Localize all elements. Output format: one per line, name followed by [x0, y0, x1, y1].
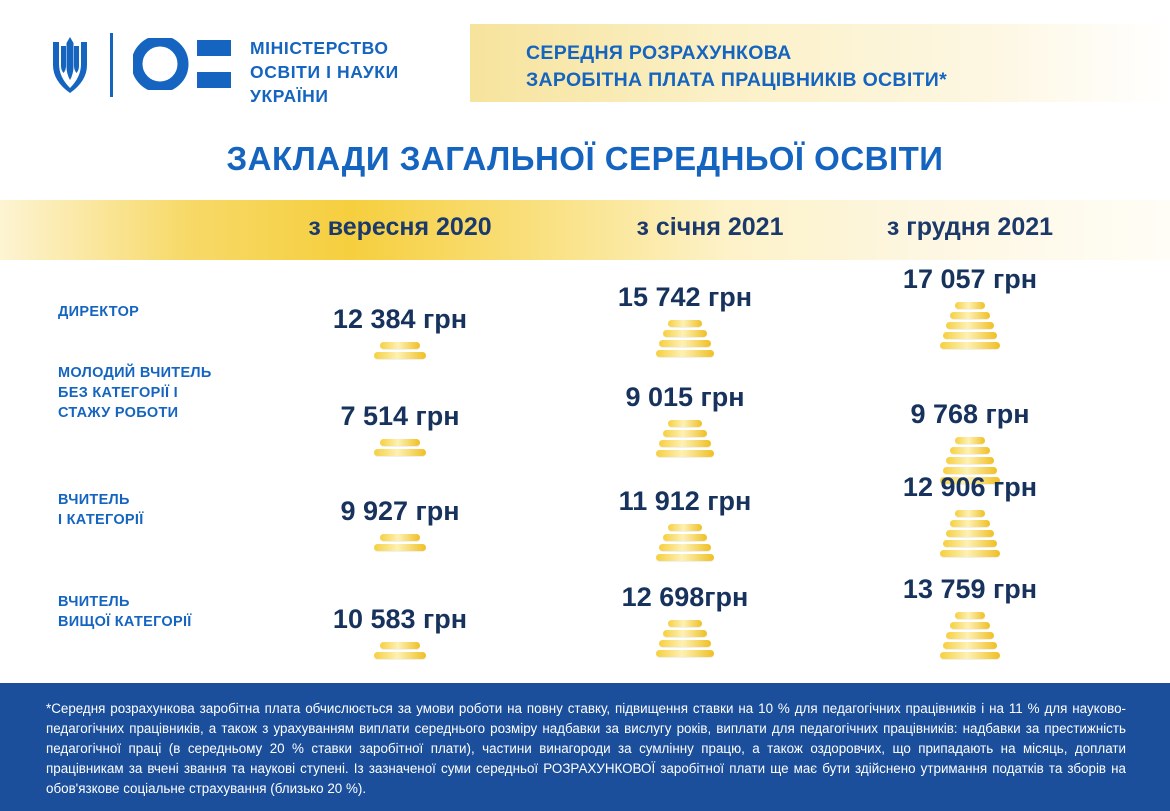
row-label-line: ВЧИТЕЛЬ: [58, 594, 130, 610]
ministry-name-line-2: ОСВІТИ І НАУКИ: [250, 62, 399, 82]
column-header-sep-2020: з вересня 2020: [308, 213, 492, 241]
header: [0, 0, 1170, 126]
value-cell: [810, 472, 1130, 557]
coin-stack-icon: [240, 642, 560, 659]
coin-stack-icon: [810, 612, 1130, 659]
value-cell: [240, 304, 560, 359]
coin-stack-icon: [525, 320, 845, 357]
value-cell: [525, 382, 845, 457]
value-text: 12 698грн: [621, 582, 749, 612]
row-label-line: СТАЖУ РОБОТИ: [58, 405, 179, 421]
page-title: ЗАКЛАДИ ЗАГАЛЬНОЇ СЕРЕДНЬОЇ ОСВІТИ: [226, 140, 944, 177]
column-header-jan-2021: з січня 2021: [636, 213, 784, 241]
value-text: 15 742 грн: [617, 282, 753, 312]
coin-stack-icon: [240, 439, 560, 456]
header-subtitle-line-2: ЗАРОБІТНА ПЛАТА ПРАЦІВНИКІВ ОСВІТИ*: [526, 69, 947, 91]
row-label-line: І КАТЕГОРІЇ: [58, 512, 144, 528]
value-cell: [810, 574, 1130, 659]
value-cell: [525, 282, 845, 357]
value-text: 17 057 грн: [902, 264, 1038, 294]
coin-stack-icon: [240, 534, 560, 551]
coin-stack-icon: [525, 524, 845, 561]
mon-logo-icon: [133, 38, 237, 90]
value-cell: [240, 496, 560, 551]
header-subtitle: [526, 40, 1166, 94]
row-label-line: ВЧИТЕЛЬ: [58, 492, 130, 508]
ministry-name-line-1: МІНІСТЕРСТВО: [250, 38, 389, 58]
table-row: [0, 458, 1170, 558]
value-text: 7 514 грн: [340, 401, 460, 431]
footnote-panel: [0, 683, 1170, 811]
chart-rows: [0, 262, 1170, 672]
row-label-line: БЕЗ КАТЕГОРІЇ І: [58, 385, 178, 401]
coin-stack-icon: [525, 420, 845, 457]
ministry-name-line-3: УКРАЇНИ: [250, 86, 329, 106]
value-text: 12 384 грн: [332, 304, 468, 334]
value-text: 11 912 грн: [618, 486, 752, 516]
value-text: 12 906 грн: [902, 472, 1038, 502]
footnote-text: *Середня розрахункова заробітна плата обчислюється за умови роботи на повну ставку, підвищення ставки на 10 % для педагогічних працівників і на 11 % для науково-педагогічних працівників, а також з урахуванням виплати середнього розміру надбавки за вислугу років, виплати для педагогічних працівників: надбавки за престижність педагогічної праці (в середньому 20 % ставки заробітної плати), частини винагороди за сумлінну працю, а також оздоровчих, що припадають на місяць, доплати працівникам за вчені звання та наукові ступені. Із зазначеної суми середньої РОЗРАХУНКОВОЇ заробітної плати ще має бути здійснено утримання податків та зборів на обов'язкове соціальне страхування (близько 20 %).: [46, 701, 1126, 796]
coin-stack-icon: [810, 302, 1130, 349]
table-row: [0, 558, 1170, 668]
value-text: 10 583 грн: [332, 604, 468, 634]
table-row: [0, 262, 1170, 358]
value-cell: [810, 264, 1130, 349]
value-cell: [240, 604, 560, 659]
value-text: 13 759 грн: [902, 574, 1038, 604]
ukraine-trident-icon: [48, 36, 92, 94]
coin-stack-icon: [240, 342, 560, 359]
coin-stack-icon: [810, 510, 1130, 557]
value-cell: [240, 401, 560, 456]
logo-divider: [110, 33, 113, 97]
row-label-line: ДИРЕКТОР: [58, 304, 140, 320]
coin-stack-icon: [525, 620, 845, 657]
value-text: 9 768 грн: [910, 399, 1030, 429]
table-row: [0, 358, 1170, 458]
row-label-line: ВИЩОЇ КАТЕГОРІЇ: [58, 614, 192, 630]
row-label-line: МОЛОДИЙ ВЧИТЕЛЬ: [58, 365, 212, 381]
column-header-dec-2021: з грудня 2021: [886, 213, 1054, 241]
value-cell: [525, 582, 845, 657]
value-text: 9 015 грн: [625, 382, 745, 412]
value-text: 9 927 грн: [340, 496, 460, 526]
ministry-name: [250, 36, 399, 108]
value-cell: [525, 486, 845, 561]
header-subtitle-line-1: СЕРЕДНЯ РОЗРАХУНКОВА: [526, 42, 792, 64]
